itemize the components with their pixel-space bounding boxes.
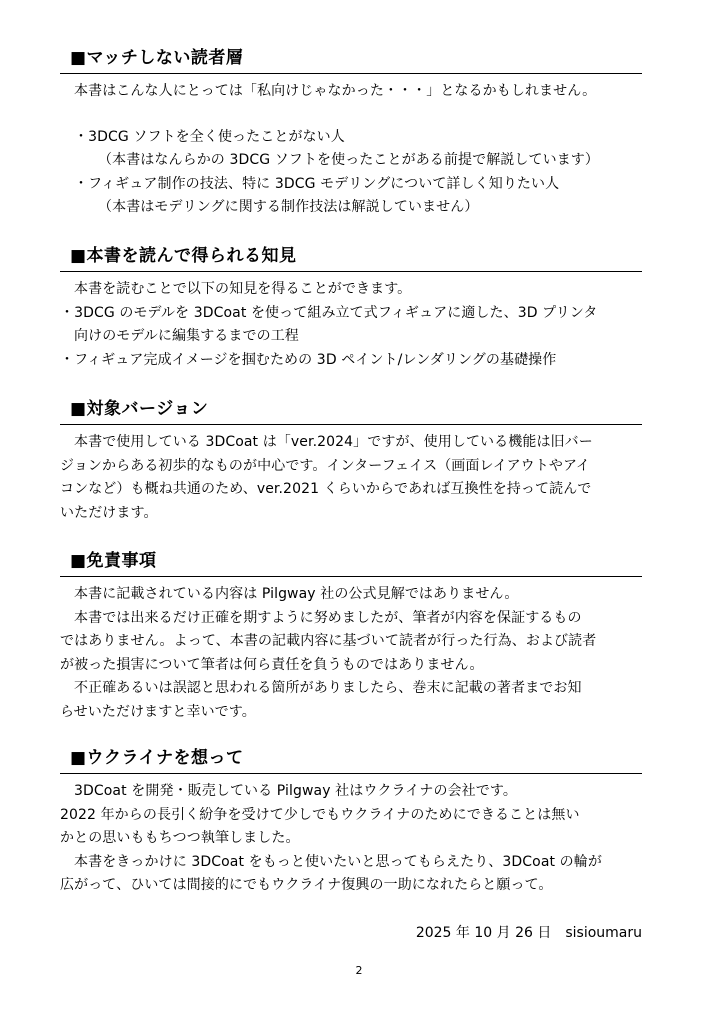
- bullet-item: ・フィギュア完成イメージを掴むための 3D ペイント/レンダリングの基礎操作: [60, 351, 557, 368]
- bullet-continuation: 向けのモデルに編集するまでの工程: [74, 328, 299, 344]
- paragraph-line: コンなど）も概ね共通のため、ver.2021 くらいからであれば互換性を持って読んで: [60, 481, 592, 497]
- bullet-item: ・フィギュア制作の技法、特に 3DCG モデリングについて詳しく知りたい人: [74, 175, 560, 192]
- section-thinking-of-ukraine: [60, 747, 642, 898]
- bullet-note: （本書はなんらかの 3DCG ソフトを使ったことがある前提で解説しています）: [98, 152, 600, 168]
- section-heading: ■マッチしない読者層: [60, 47, 642, 74]
- paragraph-line: らせいただけますと幸いです。: [60, 703, 256, 720]
- section-heading: ■免責事項: [60, 550, 642, 577]
- paragraph-line: 不正確あるいは誤認と思われる箇所がありましたら、巻末に記載の著者までお知: [74, 680, 582, 696]
- paragraph-line: 2022 年からの長引く紛争を受けて少しでもウクライナのためにできることは無い: [60, 806, 580, 823]
- date-author-signoff: 2025 年 10 月 26 日 sisioumaru: [415, 925, 642, 941]
- paragraph-line: 広がって、ひいては間接的にでもウクライナ復興の一助になれたらと願って。: [60, 877, 553, 893]
- paragraph-line: ジョンからある初歩的なものが中心です。インターフェイス（画面レイアウトやアイ: [60, 457, 590, 474]
- paragraph-line: 本書で使用している 3DCoat は「ver.2024」ですが、使用している機能は旧バー: [74, 434, 593, 450]
- paragraph-line: かとの思いももちつつ執筆しました。: [60, 830, 300, 846]
- section-heading: ■本書を読んで得られる知見: [60, 245, 642, 272]
- section-knowledge-gained: [60, 245, 642, 372]
- section-heading: ■ウクライナを想って: [60, 747, 642, 774]
- paragraph-line: 本書に記載されている内容は Pilgway 社の公式見解ではありません。: [74, 586, 519, 602]
- bullet-item: ・3DCG のモデルを 3DCoat を使って組み立て式フィギュアに適した、3D プリンタ: [60, 304, 598, 321]
- paragraph-line: ではありません。よって、本書の記載内容に基づいて読者が行った行為、および読者: [60, 633, 597, 649]
- bullet-note: （本書はモデリングに関する制作技法は解説していません）: [98, 199, 479, 215]
- section-heading: ■対象バージョン: [60, 398, 642, 425]
- paragraph-line: 3DCoat を開発・販売している Pilgway 社はウクライナの会社です。: [74, 783, 517, 799]
- bullet-item: ・3DCG ソフトを全く使ったことがない人: [74, 128, 345, 145]
- section-disclaimer: [60, 550, 642, 724]
- section-target-version: [60, 398, 642, 525]
- paragraph-line: 本書では出来るだけ正確を期すように努めましたが、筆者が内容を保証するもの: [74, 609, 582, 626]
- paragraph-line: 本書をきっかけに 3DCoat をもっと使いたいと思ってもらえたり、3DCoat の輪が: [74, 853, 602, 870]
- paragraph-line: 本書を読むことで以下の知見を得ることができます。: [74, 281, 412, 297]
- paragraph-line: いただけます。: [60, 504, 158, 521]
- paragraph-line: が被った損害について筆者は何ら責任を負うものではありません。: [60, 656, 484, 673]
- paragraph-line: 本書はこんな人にとっては「私向けじゃなかった・・・」となるかもしれません。: [74, 83, 597, 99]
- section-mismatched-readers: [60, 47, 642, 220]
- page-number: 2: [355, 964, 363, 977]
